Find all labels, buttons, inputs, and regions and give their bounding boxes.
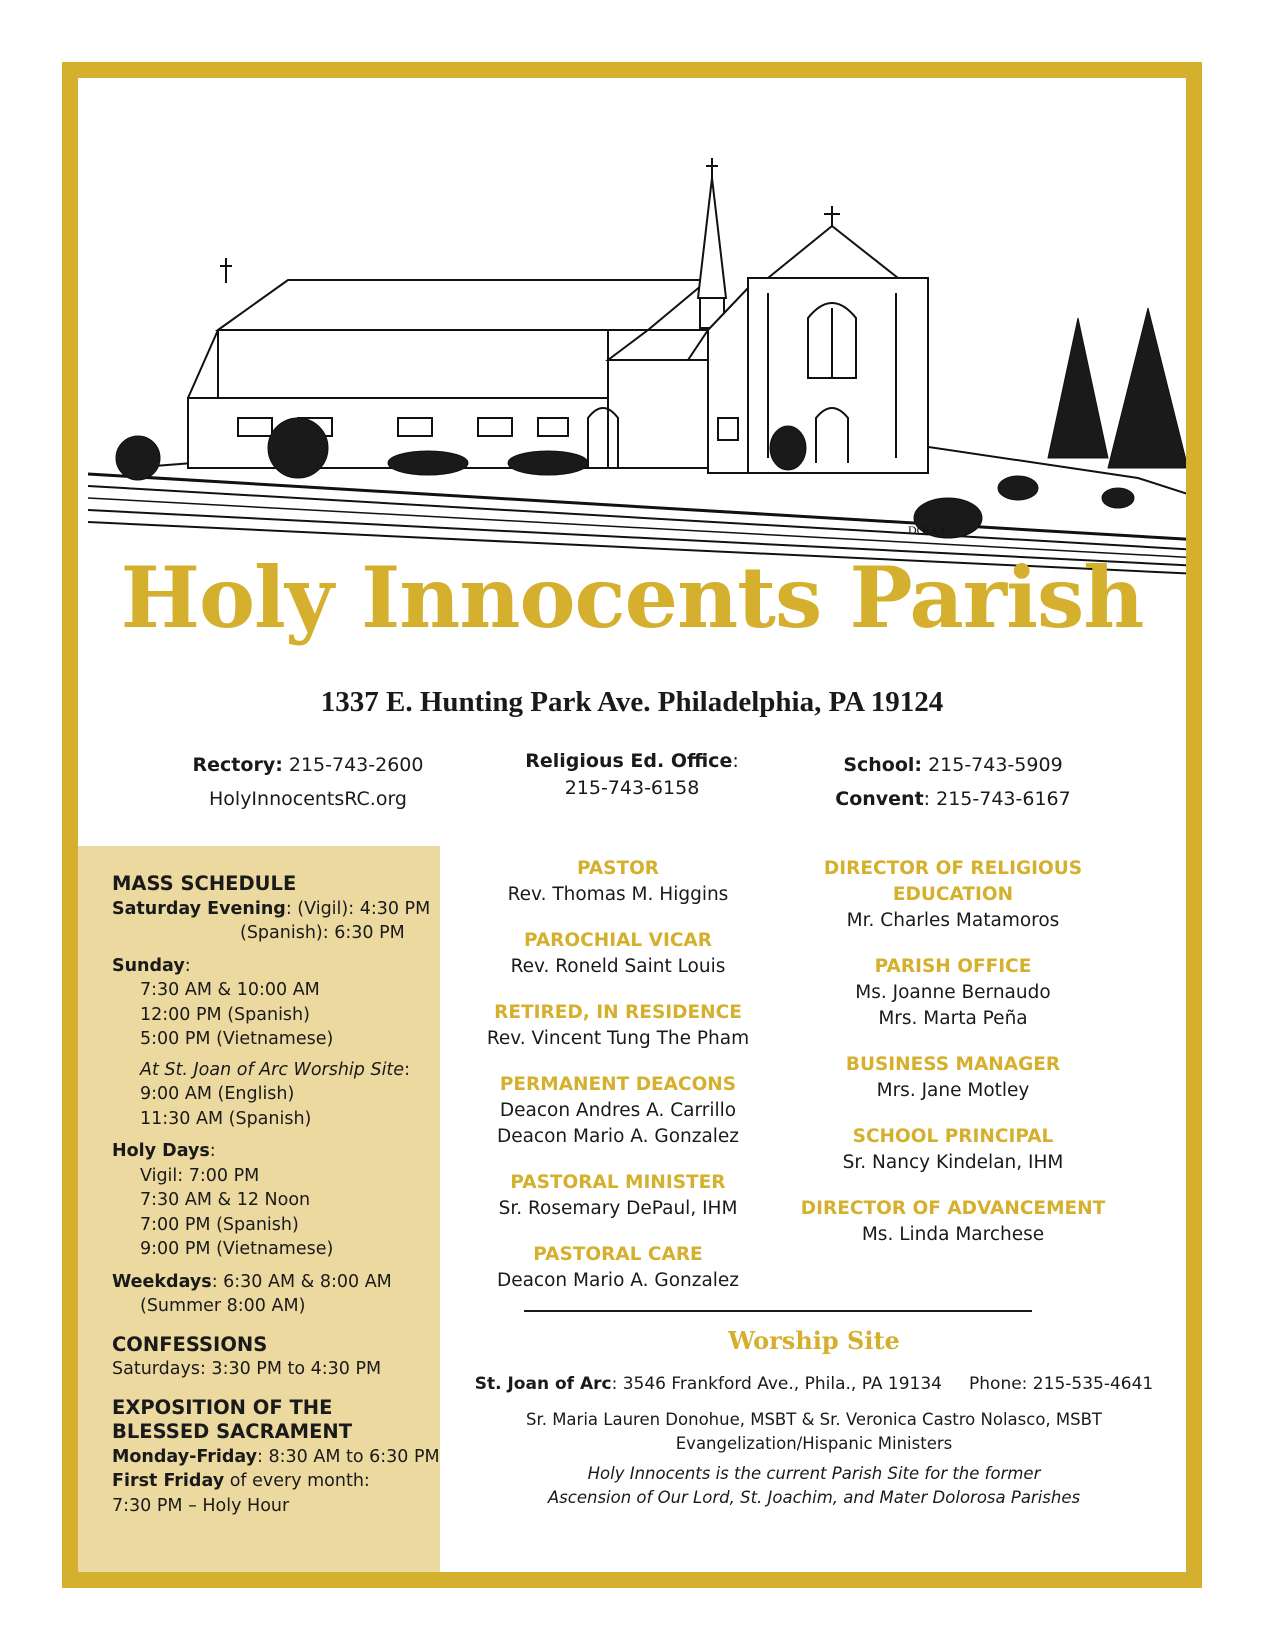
weekdays-summer: (Summer 8:00 AM) [140, 1296, 306, 1316]
staff-name: Sr. Nancy Kindelan, IHM [842, 1152, 1064, 1173]
staff-role: PARISH OFFICE [874, 956, 1032, 977]
staff-name: Sr. Rosemary DePaul, IHM [498, 1198, 738, 1219]
staff-entry [793, 856, 1113, 934]
rectory-phone[interactable]: 215-743-2600 [288, 754, 424, 776]
monday-friday-time: : 8:30 AM to 6:30 PM [257, 1446, 440, 1467]
staff-entry [468, 1000, 768, 1052]
staff-entry [793, 954, 1113, 1032]
page-frame [62, 62, 1202, 1588]
staff-name: Rev. Roneld Saint Louis [510, 956, 726, 977]
confessions-time: Saturdays: 3:30 PM to 4:30 PM [112, 1359, 382, 1379]
worship-site-address: : 3546 Frankford Ave., Phila., PA 19134 [611, 1374, 942, 1394]
parish-address: 1337 E. Hunting Park Ave. Philadelphia, PA 19124 [320, 686, 944, 718]
saturday-vigil: : (Vigil): 4:30 PM [285, 898, 431, 919]
saturday-label: Saturday Evening [112, 898, 286, 919]
religious-ed-label: Religious Ed. Office [525, 750, 733, 772]
section-divider [524, 1310, 1032, 1312]
staff-entry [793, 1124, 1113, 1176]
joan-time: 11:30 AM (Spanish) [140, 1108, 312, 1129]
staff-role: SCHOOL PRINCIPAL [852, 1126, 1054, 1147]
joan-site-colon: : [404, 1059, 410, 1080]
staff-role: PASTORAL CARE [533, 1244, 703, 1265]
religious-ed-phone[interactable]: 215-743-6158 [564, 777, 700, 799]
staff-name: Rev. Vincent Tung The Pham [486, 1028, 750, 1049]
staff-role: DIRECTOR OF ADVANCEMENT [800, 1198, 1106, 1219]
artist-signature: DOLLY [908, 523, 948, 537]
staff-name: Deacon Mario A. Gonzalez [496, 1126, 740, 1147]
sunday-label: Sunday [112, 955, 185, 976]
staff-name: Mrs. Jane Motley [876, 1080, 1030, 1101]
staff-role: PASTOR [576, 858, 660, 879]
staff-role: EDUCATION [892, 884, 1014, 905]
weekdays-label: Weekdays [112, 1271, 212, 1292]
holy-day-time: 7:30 AM & 12 Noon [140, 1190, 311, 1210]
rectory-contact [168, 748, 448, 816]
staff-name: Deacon Mario A. Gonzalez [496, 1270, 740, 1291]
sunday-time: 7:30 AM & 10:00 AM [140, 980, 320, 1000]
parish-note-line: Ascension of Our Lord, St. Joachim, and Mater Dolorosa Parishes [547, 1488, 1081, 1507]
confessions-heading: CONFESSIONS [112, 1332, 268, 1356]
joan-time: 9:00 AM (English) [140, 1084, 295, 1104]
worship-ministers [442, 1408, 1186, 1456]
staff-role: DIRECTOR OF RELIGIOUS [823, 858, 1083, 879]
joan-site-label: At St. Joan of Arc Worship Site [140, 1059, 405, 1080]
staff-column-right [793, 856, 1113, 1268]
mass-schedule-heading: MASS SCHEDULE [112, 872, 297, 895]
worship-site-name: St. Joan of Arc [474, 1374, 612, 1394]
convent-label: Convent [835, 788, 924, 810]
sunday-time: 5:00 PM (Vietnamese) [140, 1029, 334, 1049]
holy-days-label: Holy Days [112, 1141, 210, 1161]
holy-day-time: 9:00 PM (Vietnamese) [140, 1239, 334, 1259]
holy-days-colon: : [209, 1141, 216, 1161]
first-friday-label: First Friday [112, 1471, 225, 1491]
convent-phone[interactable]: 215-743-6167 [936, 788, 1071, 810]
rectory-label: Rectory: [192, 754, 283, 776]
staff-name: Ms. Linda Marchese [861, 1224, 1045, 1245]
staff-entry [468, 1072, 768, 1150]
monday-friday-label: Monday-Friday [112, 1446, 258, 1467]
sunday-colon: : [184, 955, 191, 976]
page-title: Holy Innocents Parish [120, 548, 1144, 647]
weekdays-times: : 6:30 AM & 8:00 AM [211, 1271, 392, 1292]
saturday-spanish: (Spanish): 6:30 PM [240, 923, 405, 943]
sunday-time: 12:00 PM (Spanish) [140, 1004, 310, 1025]
first-friday-time: 7:30 PM – Holy Hour [112, 1495, 290, 1516]
staff-role: BUSINESS MANAGER [845, 1054, 1061, 1075]
exposition-heading: EXPOSITION OF THE [112, 1395, 333, 1419]
parish-note-line: Holy Innocents is the current Parish Site for the former [587, 1464, 1041, 1483]
staff-name: Mrs. Marta Peña [878, 1008, 1028, 1029]
staff-name: Rev. Thomas M. Higgins [507, 884, 729, 905]
ministers-title: Evangelization/Hispanic Ministers [675, 1434, 953, 1453]
staff-entry [468, 928, 768, 980]
convent-colon: : [923, 788, 931, 810]
school-phone[interactable]: 215-743-5909 [928, 754, 1063, 776]
religious-ed-colon: : [732, 750, 739, 772]
website-link[interactable]: HolyInnocentsRC.org [209, 788, 407, 810]
exposition-heading: BLESSED SACRAMENT [112, 1420, 353, 1443]
ministers-names: Sr. Maria Lauren Donohue, MSBT & Sr. Veronica Castro Nolasco, MSBT [525, 1410, 1103, 1429]
worship-site-line [442, 1374, 1186, 1394]
staff-entry [793, 1052, 1113, 1104]
school-contact [808, 748, 1098, 816]
staff-name: Ms. Joanne Bernaudo [855, 982, 1051, 1003]
staff-role: PAROCHIAL VICAR [524, 930, 712, 951]
parish-note [442, 1462, 1186, 1510]
staff-entry [468, 856, 768, 908]
worship-site-heading: Worship Site [728, 1326, 900, 1355]
staff-column-left [468, 856, 768, 1314]
church-illustration [88, 118, 1200, 618]
holy-day-time: Vigil: 7:00 PM [140, 1165, 260, 1186]
first-friday-text: of every month: [224, 1471, 370, 1491]
holy-day-time: 7:00 PM (Spanish) [140, 1214, 299, 1235]
mass-schedule-panel [78, 846, 440, 1588]
staff-entry [468, 1242, 768, 1294]
staff-entry [793, 1196, 1113, 1248]
staff-role: PASTORAL MINISTER [510, 1172, 726, 1193]
staff-name: Deacon Andres A. Carrillo [499, 1100, 737, 1121]
staff-role: PERMANENT DEACONS [499, 1074, 737, 1095]
worship-site-phone[interactable]: Phone: 215-535-4641 [969, 1374, 1154, 1394]
school-label: School: [843, 754, 923, 776]
staff-name: Mr. Charles Matamoros [846, 910, 1060, 931]
staff-entry [468, 1170, 768, 1222]
religious-ed-contact [492, 748, 772, 802]
staff-role: RETIRED, IN RESIDENCE [494, 1002, 742, 1023]
